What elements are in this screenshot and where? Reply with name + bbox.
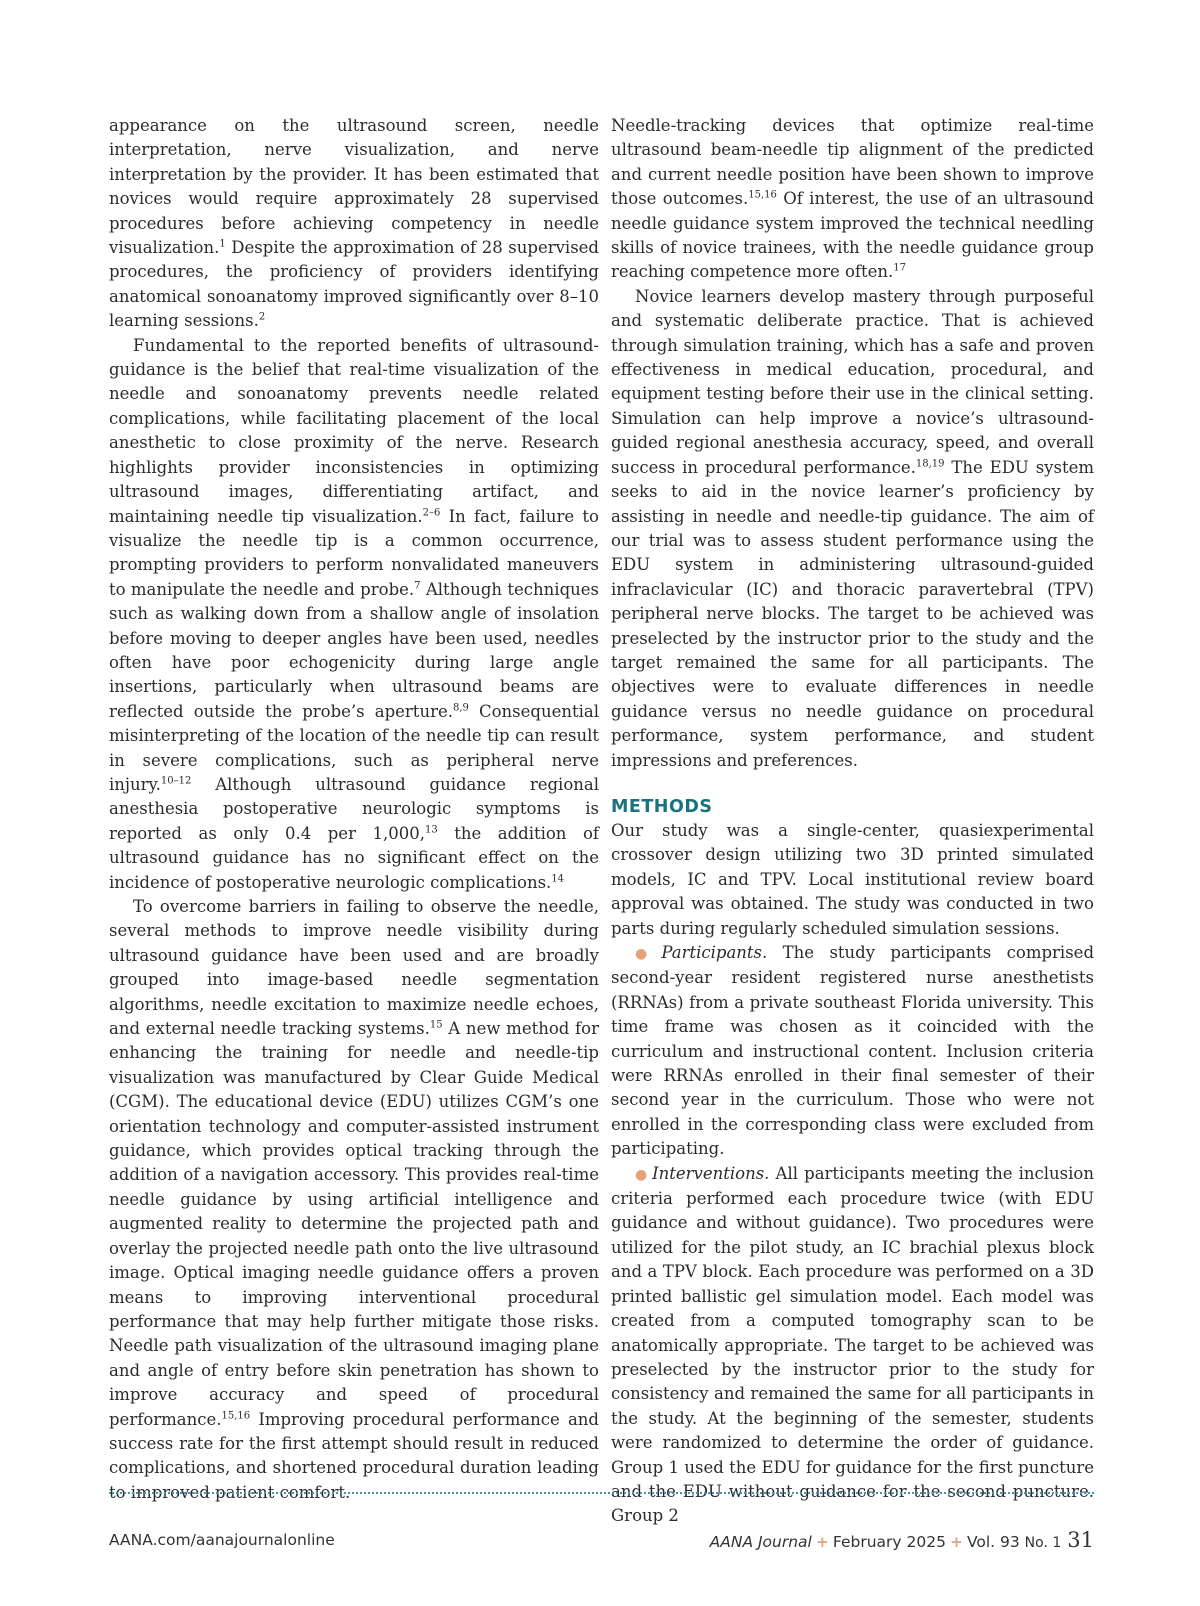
- right-paragraph-1: Needle-tracking devices that optimize real-time ultrasound beam-needle tip alignment of the predicted and current needle position have been shown to improve those outcomes.$^{15,16}$ Of interest, the use of an ultrasound needle guidance system improved the technical needling skills of novice trainees, with the needle guidance group reaching competence more often.$^{17}$: [611, 116, 1094, 282]
- citation-superscript: 7: [414, 580, 421, 592]
- citation-superscript: 10–12: [160, 775, 192, 787]
- citation-superscript: 8,9: [452, 702, 469, 714]
- issue-date: February 2025: [832, 1533, 946, 1551]
- journal-url-link[interactable]: AANA.com/aanajournalonline: [109, 1531, 335, 1549]
- citation-superscript: 15,16: [221, 1410, 251, 1422]
- methods-paragraph: Our study was a single-center, quasiexperimental crossover design utilizing two 3D printed simulated models, IC and TPV. Local institutional review board approval was obtained. The study was conducted in two parts during regularly scheduled simulation sessions.: [611, 820, 1094, 938]
- citation-superscript: 1: [219, 238, 226, 250]
- citation-superscript: 2: [258, 311, 266, 323]
- left-paragraph-3: To overcome barriers in failing to observe the needle, several methods to improve needle visibility during ultrasound guidance have been used and are broadly grouped into image-based needle segmentation algorithms, needle excitation to maximize needle echoes, and external needle tracking systems.$^{15}$ A new method for enhancing the training for needle and needle-tip visualization was manufactured by Clear Guide Medical (CGM). The educational device (EDU) utilizes CGM’s one orientation technology and computer-assisted instrument guidance, which provides optical tracking through the addition of a navigation accessory. This provides real-time needle guidance by using artificial intelligence and augmented reality to determine the projected path and overlay the projected needle path onto the live ultrasound image. Optical imaging needle guidance offers a proven means to improving interventional procedural performance that may help further mitigate those risks. Needle path visualization of the ultrasound imaging plane and angle of entry before skin penetration has shown to improve accuracy and speed of procedural performance.$^{15,16}$ Improving procedural performance and success rate for the first attempt should result in reduced complications, and shortened procedural duration leading to improved patient comfort.: [109, 897, 599, 1502]
- journal-name: AANA Journal: [709, 1533, 812, 1551]
- participants-text: The study participants comprised second-year resident registered nurse anesthetists (RRNAs) from a private southeast Florida university. This time frame was chosen as it coincided with the curriculum and instructional content. Inclusion criteria were RRNAs enrolled in their final semester of their second year in the curriculum. Those who were not enrolled in the corresponding class were excluded from participating.: [611, 943, 1095, 1159]
- page-number: 31: [1067, 1528, 1094, 1552]
- right-paragraph-2: Novice learners develop mastery through purposeful and systematic deliberate practice. That is achieved through simulation training, which has a safe and proven effectiveness in medical education, procedural, and equipment testing before their use in the clinical setting. Simulation can help improve a novice’s ultrasound-guided regional anesthesia accuracy, speed, and overall success in procedural performance.$^{18,19}$ The EDU system seeks to aid in the novice learner’s proficiency by assisting in needle and needle-tip guidance. The aim of our trial was to assess student performance using the EDU system in administering ultrasound-guided infraclavicular (IC) and thoracic paravertebral (TPV) peripheral nerve blocks. The target to be achieved was preselected by the instructor prior to the study and the target remained the same for all participants. The objectives were to evaluate differences in needle guidance versus no needle guidance on procedural performance, system performance, and student impressions and preferences.: [611, 286, 1094, 770]
- citation-superscript: 18,19: [915, 458, 945, 470]
- issue-number: No. 1: [1024, 1535, 1062, 1551]
- bullet-icon: ●: [635, 1166, 649, 1183]
- left-paragraph-2: Fundamental to the reported benefits of ultrasound-guidance is the belief that real-time visualization of the needle and sonoanatomy prevents needle related complications, while facilitating placement of the local anesthetic to close proximity of the nerve. Research highlights provider inconsistencies in optimizing ultrasound images, differentiating artifact, and maintaining needle tip visualization.$^{2-6}$ In fact, failure to visualize the needle tip is a common occurrence, prompting providers to perform nonvalidated maneuvers to manipulate the needle and probe.$^7$ Although techniques such as walking down from a shallow angle of insolation before moving to deeper angles have been used, needles often have poor echogenicity during large angle insertions, particularly when ultrasound beams are reflected outside the probe’s aperture.$^{8,9}$ Consequential misinterpreting of the location of the needle tip can result in severe complications, such as peripheral nerve injury.$^{10-12}$ Although ultrasound guidance regional anesthesia postoperative neurologic symptoms is reported as only 0.4 per 1,000,13 the addition of ultrasound guidance has no significant effect on the incidence of postoperative neurologic complications.$^{14}$: [109, 335, 600, 892]
- right-column: [611, 114, 1094, 1529]
- participants-paragraph: [611, 941, 1094, 1162]
- citation-superscript: 2–6: [422, 507, 441, 518]
- bullet-icon: ●: [635, 946, 658, 962]
- methods-heading: METHODS: [611, 796, 713, 817]
- footer-citation: [710, 1528, 1094, 1552]
- left-paragraph-1: appearance on the ultrasound screen, needle interpretation, nerve visualization, and nerve interpretation by the provider. It has been estimated that novices would require approximately 28 supervised procedures before achieving competency in needle visualization.$^1$ Despite the approximation of 28 supervised procedures, the proficiency of providers identifying anatomical sonoanatomy improved significantly over 8–10 learning sessions.$^2$: [109, 116, 599, 331]
- left-column: [109, 114, 599, 1505]
- participants-lead: Participants.: [661, 943, 768, 962]
- citation-superscript: 13: [424, 824, 438, 836]
- interventions-lead: Interventions.: [652, 1163, 770, 1183]
- citation-superscript: 17: [893, 262, 907, 274]
- volume-label: Vol. 93: [966, 1533, 1020, 1551]
- citation-superscript: 15,16: [748, 189, 777, 201]
- plus-separator-icon: +: [815, 1533, 829, 1551]
- citation-superscript: 15: [429, 1019, 443, 1031]
- footer-rule: [109, 1492, 1094, 1494]
- page-footer: [109, 1528, 1094, 1556]
- plus-separator-icon: +: [949, 1533, 963, 1551]
- interventions-paragraph: [611, 1162, 1094, 1529]
- interventions-text: All participants meeting the inclusion criteria performed each procedure twice (with EDU guidance and without guidance). Two procedures were utilized for the pilot study, an IC brachial plexus block and a TPV block. Each procedure was performed on a 3D printed ballistic gel simulation model. Each model was created from a computed tomography scan to be anatomically appropriate. The target to be achieved was preselected by the instructor prior to the study for consistency and remained the same for all participants in the study. At the beginning of the semester, students were randomized to determine the order of guidance. Group 1 used the EDU for guidance for the first puncture and the EDU without guidance for the second puncture. Group 2: [611, 1163, 1094, 1526]
- citation-superscript: 14: [551, 873, 565, 885]
